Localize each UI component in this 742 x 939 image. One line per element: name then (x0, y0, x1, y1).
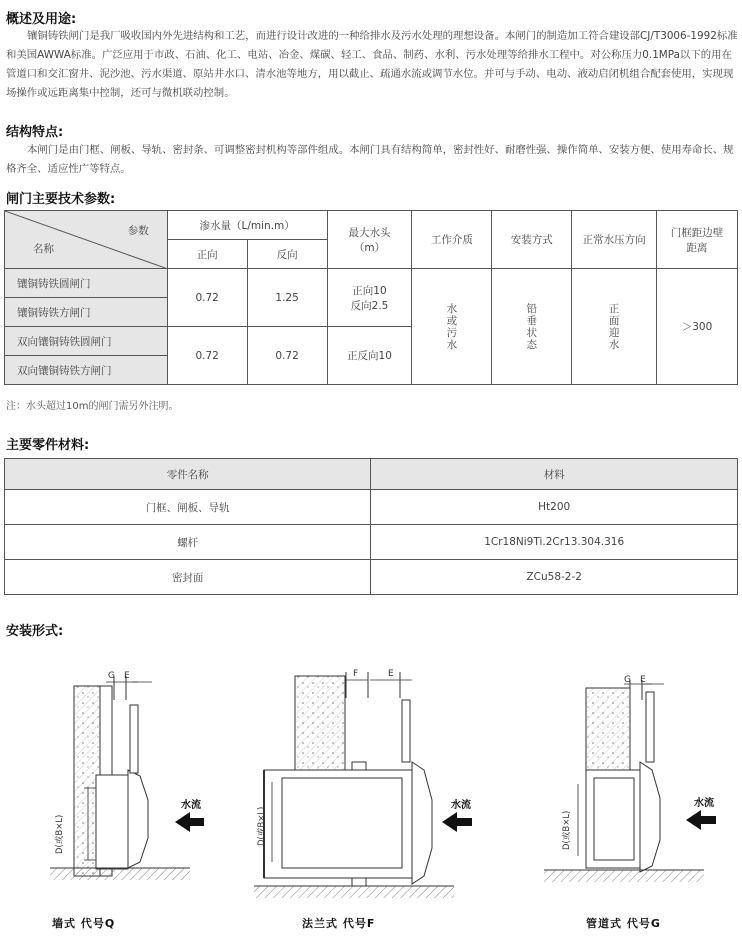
material-value: Ht200 (371, 490, 738, 525)
wall-type-caption: 墙式 代号Q (52, 917, 116, 930)
dim-d-label: D(或B×L) (562, 810, 572, 850)
params-title: 闸门主要技术参数: (6, 192, 116, 207)
flow-arrow-icon (686, 810, 716, 830)
g2-reverse: 0.72 (247, 327, 327, 385)
materials-header-material: 材料 (371, 459, 738, 490)
col-medium: 工作介质 (412, 211, 492, 269)
flow-arrow-icon (175, 812, 204, 832)
medium-char: 水 (446, 302, 458, 315)
install-title: 安装形式: (6, 624, 64, 639)
install-char: 态 (526, 338, 537, 351)
flange-type-diagram (254, 669, 472, 898)
distance-cell: ＞300 (657, 269, 738, 385)
params-note: 注：水头超过10m的闸门需另外注明。 (6, 401, 179, 412)
dim-g-label: G (624, 675, 631, 685)
overview-text: 镶铜铸铁闸门是我厂吸收国内外先进结构和工艺，而进行设计改进的一种给排水及污水处理的理想设备。本闸门的制造加工符合建设部CJ/T3006-1992标准和美国AWWA标准。广泛应用于市政、石油、化工、电站、冶金、煤碳、轻工、食品、制药、水利、污水处理等给排水工程中。对公称压力0.1MPa以下的用在管道口和交汇窗井、泥沙池、污水渠道、原站井水口、清水池等地方，用以截止、疏通水流或调节水位。并可与手动、电动、液动启闭机组合配套使用，实现现场操作或远距离集中控制，还可与微机联动控制。 (6, 30, 738, 99)
g1-forward: 0.72 (167, 269, 247, 327)
col-pressure: 正常水压方向 (572, 211, 657, 269)
medium-char: 水 (446, 338, 458, 351)
dim-e-label: E (640, 675, 646, 685)
dim-g-label: G (108, 671, 115, 681)
flange-type-caption: 法兰式 代号F (302, 917, 376, 930)
col-install: 安装方式 (492, 211, 572, 269)
structure-text: 本闸门是由门框、闸板、导轨、密封条、可调整密封机构等部件组成。本闸门具有结构简单，密封性好、耐磨性强、操作简单、安装方便、使用寿命长、规格齐全、适应性广等特点。 (6, 144, 734, 175)
pressure-char: 面 (608, 314, 620, 327)
col-reverse: 反向 (247, 240, 327, 269)
col-distance-line2: 距离 (686, 241, 708, 254)
col-head-line2: （m） (353, 241, 386, 254)
material-part: 密封面 (5, 560, 371, 595)
flow-label: 水流 (181, 800, 201, 811)
g1-reverse: 1.25 (247, 269, 327, 327)
dim-f-label: F (353, 669, 359, 679)
install-char: 状 (526, 326, 537, 339)
install-char: 垂 (526, 314, 537, 327)
flow-label: 水流 (451, 800, 471, 811)
row-name-3: 双向镶铜铸铁圆闸门 (5, 327, 168, 356)
pipe-type-caption: 管道式 代号G (586, 917, 661, 930)
g2-forward: 0.72 (167, 327, 247, 385)
structure-title: 结构特点: (6, 125, 64, 140)
materials-title: 主要零件材料: (6, 438, 90, 453)
row-name-4: 双向镶铜铸铁方闸门 (5, 356, 168, 385)
pipe-type-diagram (544, 675, 716, 882)
pressure-char: 迎 (608, 326, 620, 339)
wall-type-diagram (50, 671, 204, 880)
diag-top-label: 参数 (127, 225, 149, 237)
overview-title: 概述及用途: (6, 12, 77, 27)
material-part: 螺杆 (5, 525, 371, 560)
dim-d-label: D(或B×L) (257, 806, 267, 846)
material-part: 门框、闸板、导轨 (5, 490, 371, 525)
dim-e-label: E (124, 671, 130, 681)
col-forward: 正向 (167, 240, 247, 269)
col-distance-line1: 门框距边壁 (670, 226, 724, 239)
dim-d-label: D(或B×L) (55, 814, 65, 854)
row-name-1: 镶铜铸铁圆闸门 (5, 269, 168, 298)
flow-arrow-icon (442, 812, 472, 832)
materials-header-part: 零件名称 (5, 459, 371, 490)
row-name-2: 镶铜铸铁方闸门 (5, 298, 168, 327)
material-value: 1Cr18Ni9Ti.2Cr13.304.316 (371, 525, 738, 560)
pressure-char: 水 (608, 338, 620, 351)
medium-char: 或 (446, 314, 458, 327)
install-char: 铅 (526, 302, 537, 315)
col-leak: 渗水量（L/min.m） (167, 211, 327, 240)
medium-char: 污 (446, 326, 458, 339)
flow-label: 水流 (694, 798, 714, 809)
g2-head: 正反向10 (327, 327, 412, 385)
material-value: ZCu58-2-2 (371, 560, 738, 595)
dim-e-label: E (388, 669, 394, 679)
col-head-line1: 最大水头 (348, 226, 391, 239)
pressure-char: 正 (608, 302, 620, 315)
diag-bottom-label: 名称 (33, 243, 54, 255)
g1-head-line2: 反向2.5 (350, 299, 389, 312)
g1-head-line1: 正向10 (352, 284, 387, 297)
